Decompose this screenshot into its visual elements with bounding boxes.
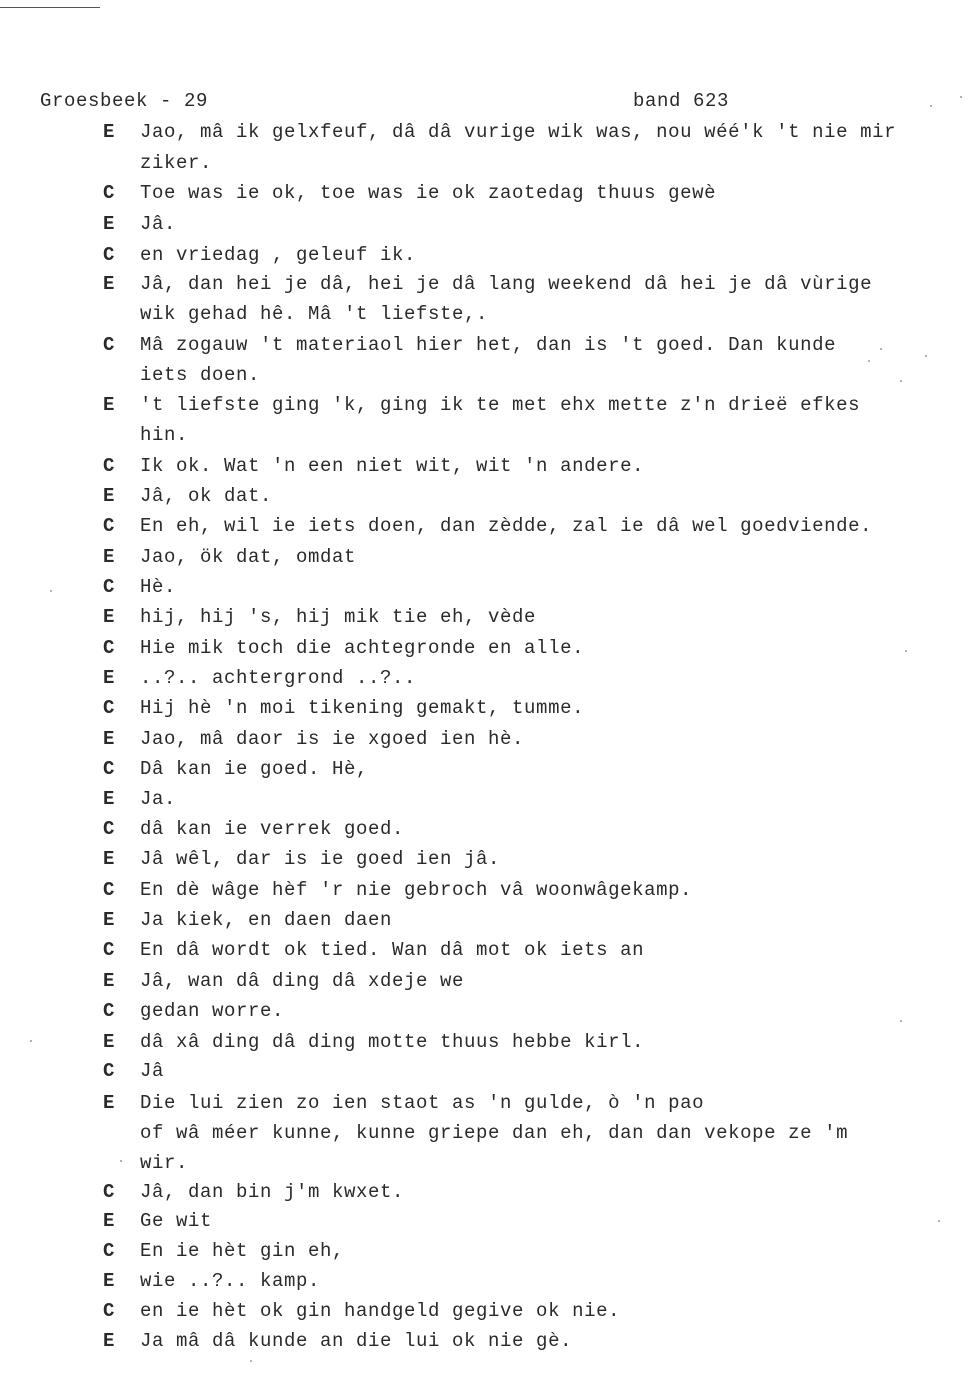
speaker-code: C (103, 455, 116, 477)
transcript-line (0, 152, 973, 182)
speaker-code: E (103, 546, 116, 568)
utterance-text: hin. (140, 424, 189, 446)
utterance-text: en vriedag , geleuf ik. (140, 244, 417, 266)
scan-speck (938, 1220, 940, 1222)
speaker-code: C (103, 939, 116, 961)
speaker-code: C (103, 244, 116, 266)
utterance-text: Toe was ie ok, toe was ie ok zaotedag thuus gewè (140, 182, 717, 204)
utterance-text: ziker. (140, 152, 213, 174)
transcript-line (0, 1092, 973, 1122)
scan-speck (900, 380, 902, 382)
transcript-line (0, 879, 973, 909)
speaker-code: C (103, 515, 116, 537)
speaker-code: C (103, 576, 116, 598)
transcript-line (0, 424, 973, 454)
speaker-code: E (103, 788, 116, 810)
scan-speck (880, 348, 882, 350)
utterance-text: Jao, ök dat, omdat (140, 546, 357, 568)
transcript-line (0, 606, 973, 636)
transcript-line (0, 970, 973, 1000)
transcript-line (0, 576, 973, 606)
speaker-code: E (103, 394, 116, 416)
transcript-line (0, 515, 973, 545)
utterance-text: en ie hèt ok gin handgeld gegive ok nie. (140, 1300, 621, 1322)
transcript-line (0, 788, 973, 818)
transcript-line (0, 1270, 973, 1300)
speaker-code: E (103, 1210, 116, 1232)
scan-speck (925, 355, 927, 357)
speaker-code: E (103, 667, 116, 689)
utterance-text: En ie hèt gin eh, (140, 1240, 345, 1262)
utterance-text: Ja mâ dâ kunde an die lui ok nie gè. (140, 1330, 573, 1352)
speaker-code: E (103, 273, 116, 295)
transcript-line (0, 1031, 973, 1061)
scan-speck (900, 1020, 902, 1022)
utterance-text: hij, hij 's, hij mik tie eh, vède (140, 606, 537, 628)
scan-speck (120, 1160, 122, 1162)
utterance-text: ..?.. achtergrond ..?.. (140, 667, 417, 689)
utterance-text: Jao, mâ ik gelxfeuf, dâ dâ vurige wik was, nou wéé'k 't nie mir (140, 121, 897, 143)
transcript-line (0, 909, 973, 939)
speaker-code: E (103, 213, 116, 235)
speaker-code: C (103, 758, 116, 780)
scan-speck (30, 1040, 32, 1042)
utterance-text: Ik ok. Wat 'n een niet wit, wit 'n andere. (140, 455, 645, 477)
scan-speck (250, 1360, 252, 1362)
utterance-text: En eh, wil ie iets doen, dan zèdde, zal ie dâ wel goedviende. (140, 515, 873, 537)
speaker-code: E (103, 1330, 116, 1352)
utterance-text: Hij hè 'n moi tikening gemakt, tumme. (140, 697, 585, 719)
utterance-text: Hè. (140, 576, 177, 598)
scan-speck (960, 96, 962, 98)
transcript-line (0, 1210, 973, 1240)
speaker-code: E (103, 848, 116, 870)
speaker-code: C (103, 1000, 116, 1022)
transcript-line (0, 1122, 973, 1152)
utterance-text: Ja kiek, en daen daen (140, 909, 393, 931)
transcript-line (0, 546, 973, 576)
speaker-code: E (103, 121, 116, 143)
speaker-code: E (103, 606, 116, 628)
speaker-code: C (103, 334, 116, 356)
speaker-code: C (103, 1181, 116, 1203)
transcript-line (0, 303, 973, 333)
utterance-text: Jâ wêl, dar is ie goed ien jâ. (140, 848, 501, 870)
utterance-text: of wâ méer kunne, kunne griepe dan eh, dan dan vekope ze 'm (140, 1122, 849, 1144)
transcript-line (0, 939, 973, 969)
transcript-line (0, 1152, 973, 1182)
transcript-line (0, 818, 973, 848)
speaker-code: C (103, 637, 116, 659)
transcript-line (0, 1000, 973, 1030)
speaker-code: C (103, 1240, 116, 1262)
utterance-text: wir. (140, 1152, 189, 1174)
scan-speck (930, 105, 932, 107)
transcript-line (0, 1181, 973, 1211)
speaker-code: C (103, 818, 116, 840)
speaker-code: E (103, 485, 116, 507)
transcript-line (0, 485, 973, 515)
utterance-text: Jâ (140, 1060, 165, 1082)
utterance-text: gedan worre. (140, 1000, 285, 1022)
scan-speck (868, 360, 870, 362)
utterance-text: Jâ, dan hei je dâ, hei je dâ lang weekend dâ hei je dâ vùrige (140, 273, 873, 295)
utterance-text: Mâ zogauw 't materiaol hier het, dan is 't goed. Dan kunde (140, 334, 837, 356)
transcript-line (0, 213, 973, 243)
utterance-text: En dâ wordt ok tied. Wan dâ mot ok iets an (140, 939, 645, 961)
utterance-text: Die lui zien zo ien staot as 'n gulde, ò 'n pao (140, 1092, 705, 1114)
utterance-text: Hie mik toch die achtegronde en alle. (140, 637, 585, 659)
transcript-line (0, 334, 973, 364)
transcript-line (0, 1060, 973, 1090)
speaker-code: E (103, 970, 116, 992)
utterance-text: En dè wâge hèf 'r nie gebroch vâ woonwâgekamp. (140, 879, 693, 901)
transcript-line (0, 1330, 973, 1360)
transcript-line (0, 273, 973, 303)
transcript-line (0, 758, 973, 788)
utterance-text: 't liefste ging 'k, ging ik te met ehx mette z'n drieë efkes (140, 394, 861, 416)
speaker-code: E (103, 909, 116, 931)
utterance-text: iets doen. (140, 364, 261, 386)
utterance-text: dâ kan ie verrek goed. (140, 818, 405, 840)
transcript-line (0, 637, 973, 667)
speaker-code: E (103, 1270, 116, 1292)
speaker-code: C (103, 182, 116, 204)
transcript-line (0, 364, 973, 394)
speaker-code: C (103, 1300, 116, 1322)
transcript-line (0, 121, 973, 151)
utterance-text: Jao, mâ daor is ie xgoed ien hè. (140, 728, 525, 750)
transcript-line (0, 394, 973, 424)
page-header-tape: band 623 (633, 90, 730, 112)
transcript-line (0, 697, 973, 727)
speaker-code: C (103, 697, 116, 719)
speaker-code: E (103, 728, 116, 750)
speaker-code: E (103, 1031, 116, 1053)
transcript-line (0, 728, 973, 758)
utterance-text: Ja. (140, 788, 177, 810)
utterance-text: Dâ kan ie goed. Hè, (140, 758, 369, 780)
utterance-text: Jâ, dan bin j'm kwxet. (140, 1181, 405, 1203)
utterance-text: wie ..?.. kamp. (140, 1270, 321, 1292)
top-edge-rule (0, 7, 100, 8)
utterance-text: Ge wit (140, 1210, 213, 1232)
transcript-line (0, 667, 973, 697)
scan-speck (905, 650, 907, 652)
utterance-text: Jâ. (140, 213, 177, 235)
page-header-location: Groesbeek - 29 (40, 90, 209, 112)
transcript-line (0, 1300, 973, 1330)
utterance-text: Jâ, ok dat. (140, 485, 273, 507)
speaker-code: C (103, 879, 116, 901)
scan-speck (50, 590, 52, 592)
transcript-line (0, 244, 973, 274)
utterance-text: dâ xâ ding dâ ding motte thuus hebbe kirl. (140, 1031, 645, 1053)
transcript-line (0, 455, 973, 485)
utterance-text: wik gehad hê. Mâ 't liefste,. (140, 303, 489, 325)
transcript-line (0, 1240, 973, 1270)
transcript-line (0, 848, 973, 878)
transcript-line (0, 182, 973, 212)
speaker-code: E (103, 1092, 116, 1114)
utterance-text: Jâ, wan dâ ding dâ xdeje we (140, 970, 465, 992)
speaker-code: C (103, 1060, 116, 1082)
